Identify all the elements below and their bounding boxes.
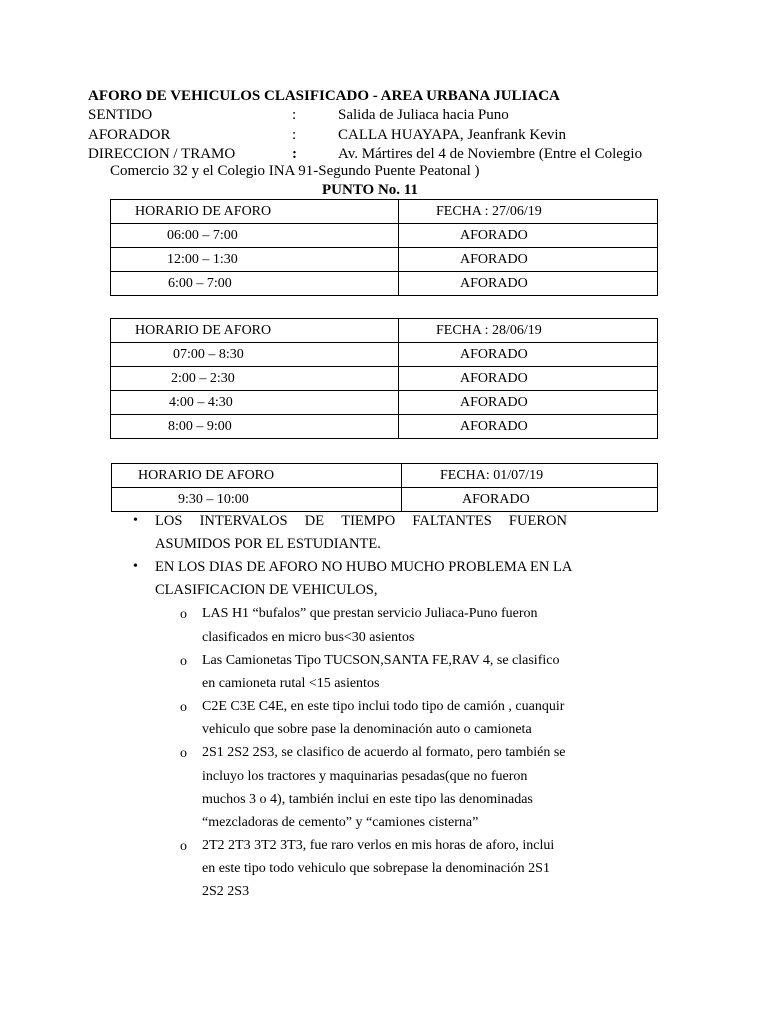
table-header-horario: HORARIO DE AFORO — [111, 319, 399, 343]
table-cell-horario: 8:00 – 9:00 — [111, 415, 399, 439]
table-row — [111, 367, 658, 391]
table-row — [111, 343, 658, 367]
sub-bullet-4-line-2: incluyo los tractores y maquinarias pesadas(que no fueron — [202, 769, 528, 784]
direccion-colon: : — [292, 146, 297, 162]
table-cell-status: AFORADO — [399, 367, 658, 391]
direccion-continuation: Comercio 32 y el Colegio INA 91-Segundo Puente Peatonal ) — [110, 163, 480, 179]
table-cell-status: AFORADO — [402, 488, 658, 512]
table-header-horario: HORARIO DE AFORO — [112, 464, 402, 488]
aforador-label: AFORADOR — [88, 127, 171, 143]
sub-bullet-1-line-2: clasificados en micro bus<30 asientos — [202, 630, 415, 645]
table-row — [111, 391, 658, 415]
table-header-horario: HORARIO DE AFORO — [111, 200, 399, 224]
bullet-icon: • — [133, 513, 138, 528]
sub-bullet-2-line-1: Las Camionetas Tipo TUCSON,SANTA FE,RAV 4, se clasifico — [202, 653, 560, 668]
table-header-row — [112, 464, 658, 488]
table-header-row — [111, 200, 658, 224]
sub-bullet-4-line-1: 2S1 2S2 2S3, se clasifico de acuerdo al formato, pero también se — [202, 745, 566, 760]
aforador-colon: : — [292, 127, 297, 143]
bullet-1-line-2: ASUMIDOS POR EL ESTUDIANTE. — [155, 536, 381, 552]
aforador-value: CALLA HUAYAPA, Jeanfrank Kevin — [338, 127, 567, 143]
sub-bullet-icon: o — [180, 839, 187, 854]
table-header-fecha: FECHA: 01/07/19 — [402, 464, 658, 488]
sub-bullet-5-line-2: en este tipo todo vehiculo que sobrepase la denominación 2S1 — [202, 861, 550, 876]
table-cell-horario: 9:30 – 10:00 — [112, 488, 402, 512]
table-cell-status: AFORADO — [399, 415, 658, 439]
sub-bullet-4-line-3: muchos 3 o 4), también inclui en este tipo las denominadas — [202, 792, 533, 807]
sub-bullet-icon: o — [180, 607, 187, 622]
sub-bullet-3-line-2: vehiculo que sobre pase la denominación auto o camioneta — [202, 722, 532, 737]
bullet-word: FALTANTES — [412, 513, 492, 529]
sub-bullet-icon: o — [180, 700, 187, 715]
table-cell-horario: 12:00 – 1:30 — [111, 248, 399, 272]
table-row — [111, 224, 658, 248]
bullet-1-line-1 — [155, 513, 567, 530]
punto-heading: PUNTO No. 11 — [322, 182, 418, 198]
table-header-fecha: FECHA : 27/06/19 — [399, 200, 658, 224]
sub-bullet-3-line-1: C2E C3E C4E, en este tipo inclui todo tipo de camión , cuanquir — [202, 699, 565, 714]
table-cell-status: AFORADO — [399, 248, 658, 272]
sub-bullet-4-line-4: “mezcladoras de cemento” y “camiones cisterna” — [202, 815, 479, 830]
document-title: AFORO DE VEHICULOS CLASIFICADO - AREA URBANA JULIACA — [88, 88, 560, 104]
table-cell-horario: 6:00 – 7:00 — [111, 272, 399, 296]
table-cell-horario: 07:00 – 8:30 — [111, 343, 399, 367]
bullet-2-line-2: CLASIFICACION DE VEHICULOS, — [155, 582, 378, 598]
bullet-word: INTERVALOS — [199, 513, 288, 529]
table-header-row — [111, 319, 658, 343]
table-cell-horario: 4:00 – 4:30 — [111, 391, 399, 415]
table-cell-horario: 06:00 – 7:00 — [111, 224, 399, 248]
sub-bullet-icon: o — [180, 654, 187, 669]
direccion-value: Av. Mártires del 4 de Noviembre (Entre el Colegio — [338, 146, 643, 162]
table-cell-status: AFORADO — [399, 391, 658, 415]
table-cell-status: AFORADO — [399, 272, 658, 296]
aforo-table-3 — [111, 463, 658, 512]
bullet-word: LOS — [155, 513, 183, 529]
bullet-icon: • — [133, 559, 138, 574]
bullet-2-line-1: EN LOS DIAS DE AFORO NO HUBO MUCHO PROBLEMA EN LA — [155, 559, 573, 575]
table-row — [111, 415, 658, 439]
sub-bullet-5-line-1: 2T2 2T3 3T2 3T3, fue raro verlos en mis horas de aforo, inclui — [202, 838, 555, 853]
table-cell-status: AFORADO — [399, 224, 658, 248]
table-header-fecha: FECHA : 28/06/19 — [399, 319, 658, 343]
sub-bullet-5-line-3: 2S2 2S3 — [202, 884, 250, 899]
bullet-word: FUERON — [508, 513, 567, 529]
sentido-colon: : — [292, 107, 297, 123]
direccion-label: DIRECCION / TRAMO — [88, 146, 236, 162]
table-cell-horario: 2:00 – 2:30 — [111, 367, 399, 391]
bullet-word: TIEMPO — [341, 513, 396, 529]
sub-bullet-1-line-1: LAS H1 “bufalos” que prestan servicio Juliaca-Puno fueron — [202, 606, 538, 621]
sub-bullet-icon: o — [180, 746, 187, 761]
sentido-label: SENTIDO — [88, 107, 153, 123]
sub-bullet-2-line-2: en camioneta rutal <15 asientos — [202, 676, 380, 691]
aforo-table-2 — [110, 318, 658, 439]
bullet-word: DE — [304, 513, 325, 529]
table-row — [111, 248, 658, 272]
sentido-value: Salida de Juliaca hacia Puno — [338, 107, 509, 123]
table-row — [111, 272, 658, 296]
table-row — [112, 488, 658, 512]
aforo-table-1 — [110, 199, 658, 296]
table-cell-status: AFORADO — [399, 343, 658, 367]
